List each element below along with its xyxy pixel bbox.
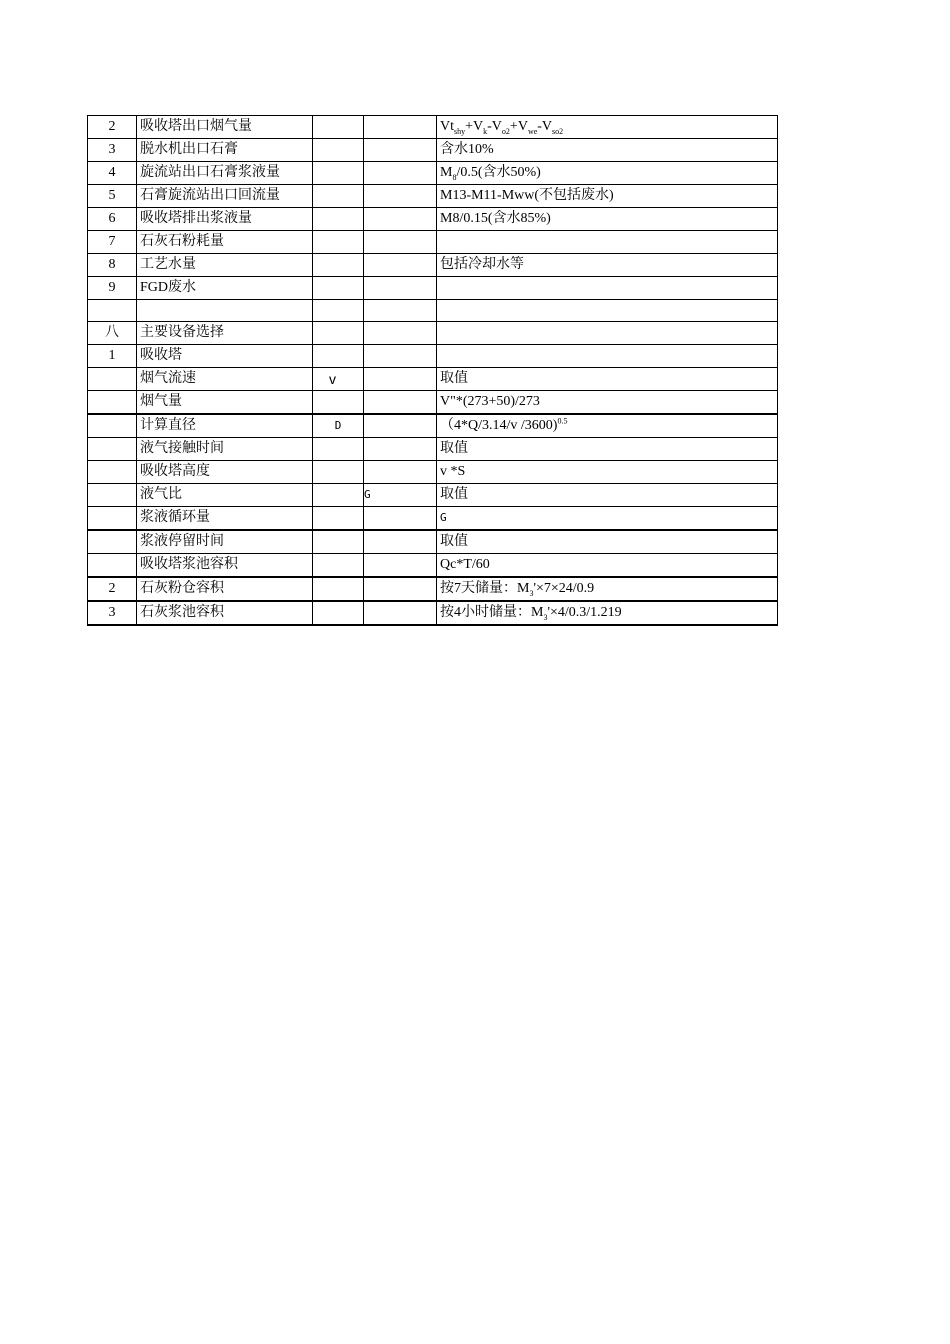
table-row [88, 577, 778, 601]
formula-cell[interactable] [437, 277, 778, 300]
row-number[interactable]: 7 [88, 231, 137, 254]
formula-cell[interactable] [437, 601, 778, 625]
value-cell[interactable] [364, 391, 437, 415]
item-name[interactable]: 烟气量 [137, 391, 313, 415]
formula-cell[interactable] [437, 162, 778, 185]
row-number[interactable]: 八 [88, 322, 137, 345]
formula-subscript: we [527, 126, 538, 136]
item-name[interactable]: 吸收塔 [137, 345, 313, 368]
item-name[interactable]: 吸收塔出口烟气量 [137, 116, 313, 139]
formula-subscript: k [483, 126, 488, 136]
formula-part: '×7×24/0.9 [533, 581, 595, 597]
formula-cell[interactable]: 取值 [437, 438, 778, 461]
row-number[interactable] [88, 461, 137, 484]
value-cell[interactable] [364, 231, 437, 254]
item-name[interactable]: 吸收塔排出浆液量 [137, 208, 313, 231]
symbol-cell[interactable] [313, 484, 364, 507]
table-row [88, 507, 778, 531]
value-cell[interactable] [364, 507, 437, 531]
row-number[interactable]: 9 [88, 277, 137, 300]
item-name[interactable]: 石灰粉仓容积 [137, 577, 313, 601]
table-body [88, 116, 778, 626]
formula-part: -V [537, 119, 553, 134]
symbol-cell[interactable] [313, 507, 364, 531]
formula-part: '×4/0.3/1.219 [547, 605, 622, 621]
value-cell[interactable] [364, 208, 437, 231]
formula-cell[interactable] [437, 345, 778, 368]
formula-part: M [440, 165, 453, 180]
value-cell[interactable] [364, 414, 437, 438]
formula-superscript: 0.5 [557, 416, 568, 426]
item-name[interactable]: 液气接触时间 [137, 438, 313, 461]
row-number[interactable] [88, 554, 137, 578]
formula-cell[interactable] [437, 300, 778, 322]
formula-cell[interactable]: v *S [437, 461, 778, 484]
formula-part: /0.5(含水50%) [456, 165, 541, 180]
formula-subscript: 8 [452, 172, 457, 182]
value-cell[interactable] [364, 162, 437, 185]
table-row [88, 162, 778, 185]
value-cell[interactable] [364, 322, 437, 345]
symbol-cell[interactable] [313, 300, 364, 322]
value-cell[interactable] [364, 461, 437, 484]
row-number[interactable] [88, 530, 137, 554]
formula-cell[interactable]: 包括冷却水等 [437, 254, 778, 277]
table-row [88, 139, 778, 162]
symbol-cell[interactable] [313, 277, 364, 300]
formula-part: 按7天储量：M [440, 581, 530, 597]
formula-part: -V [487, 119, 502, 134]
item-name[interactable] [137, 300, 313, 322]
item-name[interactable]: 浆液停留时间 [137, 530, 313, 554]
symbol-cell[interactable]: D [313, 414, 364, 438]
formula-cell[interactable] [437, 322, 778, 345]
formula-subscript: 3 [543, 613, 548, 623]
formula-subscript: so2 [552, 126, 564, 136]
symbol-cell[interactable]: v [313, 368, 364, 391]
row-number[interactable]: 6 [88, 208, 137, 231]
item-name[interactable]: 旋流站出口石膏浆液量 [137, 162, 313, 185]
formula-cell[interactable]: 取值 [437, 530, 778, 554]
item-name[interactable]: 石膏旋流站出口回流量 [137, 185, 313, 208]
item-name[interactable]: 吸收塔高度 [137, 461, 313, 484]
value-cell[interactable] [364, 185, 437, 208]
formula-cell[interactable] [437, 577, 778, 601]
formula-cell[interactable] [437, 116, 778, 139]
formula-subscript: 3 [529, 589, 534, 599]
table-row [88, 391, 778, 415]
item-name[interactable]: 石灰浆池容积 [137, 601, 313, 625]
value-cell[interactable] [364, 139, 437, 162]
item-name[interactable]: 烟气流速 [137, 368, 313, 391]
symbol-cell[interactable] [313, 231, 364, 254]
formula-part: +V [509, 119, 528, 134]
value-cell[interactable] [364, 254, 437, 277]
formula-cell[interactable]: M8/0.15(含水85%) [437, 208, 778, 231]
table-row [88, 231, 778, 254]
formula-cell[interactable]: V"*(273+50)/273 [437, 391, 778, 415]
formula-cell[interactable] [437, 231, 778, 254]
symbol-cell[interactable] [313, 554, 364, 578]
table-row [88, 185, 778, 208]
table-row [88, 277, 778, 300]
table-row [88, 554, 778, 578]
item-name[interactable]: 脱水机出口石膏 [137, 139, 313, 162]
row-number[interactable] [88, 368, 137, 391]
row-number[interactable]: 5 [88, 185, 137, 208]
table-row [88, 530, 778, 554]
symbol-cell[interactable] [313, 345, 364, 368]
item-name[interactable]: 石灰石粉耗量 [137, 231, 313, 254]
value-cell[interactable] [364, 554, 437, 578]
table-row [88, 345, 778, 368]
row-number[interactable]: 1 [88, 345, 137, 368]
row-number[interactable]: 8 [88, 254, 137, 277]
symbol-cell[interactable] [313, 322, 364, 345]
item-name[interactable]: 液气比 [137, 484, 313, 507]
value-cell[interactable] [364, 277, 437, 300]
row-number[interactable] [88, 438, 137, 461]
symbol-cell[interactable] [313, 530, 364, 554]
formula-subscript: shy [454, 126, 466, 136]
value-cell[interactable] [364, 530, 437, 554]
formula-cell[interactable]: G [437, 507, 778, 531]
symbol-cell[interactable] [313, 254, 364, 277]
formula-subscript: o2 [501, 126, 510, 136]
formula-cell[interactable] [437, 414, 778, 438]
value-cell[interactable] [364, 368, 437, 391]
table-row [88, 300, 778, 322]
table-row [88, 254, 778, 277]
formula-part: 按4小时储量：M [440, 605, 544, 621]
row-number[interactable]: 3 [88, 601, 137, 625]
item-name[interactable]: 计算直径 [137, 414, 313, 438]
spreadsheet-table [87, 115, 778, 626]
symbol-cell[interactable] [313, 185, 364, 208]
row-number[interactable] [88, 484, 137, 507]
row-number[interactable]: 2 [88, 577, 137, 601]
item-name[interactable]: 主要设备选择 [137, 322, 313, 345]
value-cell[interactable]: G [364, 484, 437, 507]
item-name[interactable]: FGD废水 [137, 277, 313, 300]
table-row [88, 461, 778, 484]
formula-part: Vt [440, 119, 454, 134]
row-number[interactable] [88, 507, 137, 531]
item-name[interactable]: 工艺水量 [137, 254, 313, 277]
formula-cell[interactable]: 取值 [437, 368, 778, 391]
table-row [88, 414, 778, 438]
symbol-cell[interactable] [313, 116, 364, 139]
row-number[interactable]: 3 [88, 139, 137, 162]
formula-part: +V [465, 119, 484, 134]
item-name[interactable]: 吸收塔浆池容积 [137, 554, 313, 578]
formula-part: （4*Q/3.14/v /3600) [440, 418, 558, 434]
value-cell[interactable] [364, 601, 437, 625]
symbol-cell[interactable] [313, 577, 364, 601]
symbol-cell[interactable] [313, 139, 364, 162]
table-row [88, 601, 778, 625]
row-number[interactable] [88, 414, 137, 438]
formula-cell[interactable]: M13-M11-Mww(不包括废水) [437, 185, 778, 208]
formula-cell[interactable]: Qc*T/60 [437, 554, 778, 578]
row-number[interactable] [88, 300, 137, 322]
table-row [88, 484, 778, 507]
table-row [88, 368, 778, 391]
table-row [88, 116, 778, 139]
table-row [88, 438, 778, 461]
symbol-cell[interactable] [313, 601, 364, 625]
value-cell[interactable] [364, 577, 437, 601]
value-cell[interactable] [364, 116, 437, 139]
row-number[interactable]: 2 [88, 116, 137, 139]
row-number[interactable]: 4 [88, 162, 137, 185]
table-row [88, 322, 778, 345]
symbol-cell[interactable] [313, 162, 364, 185]
value-cell[interactable] [364, 438, 437, 461]
symbol-cell[interactable] [313, 208, 364, 231]
symbol-cell[interactable] [313, 391, 364, 415]
value-cell[interactable] [364, 300, 437, 322]
symbol-cell[interactable] [313, 461, 364, 484]
table-row [88, 208, 778, 231]
formula-cell[interactable]: 取值 [437, 484, 778, 507]
item-name[interactable]: 浆液循环量 [137, 507, 313, 531]
row-number[interactable] [88, 391, 137, 415]
formula-cell[interactable]: 含水10% [437, 139, 778, 162]
value-cell[interactable] [364, 345, 437, 368]
symbol-cell[interactable] [313, 438, 364, 461]
